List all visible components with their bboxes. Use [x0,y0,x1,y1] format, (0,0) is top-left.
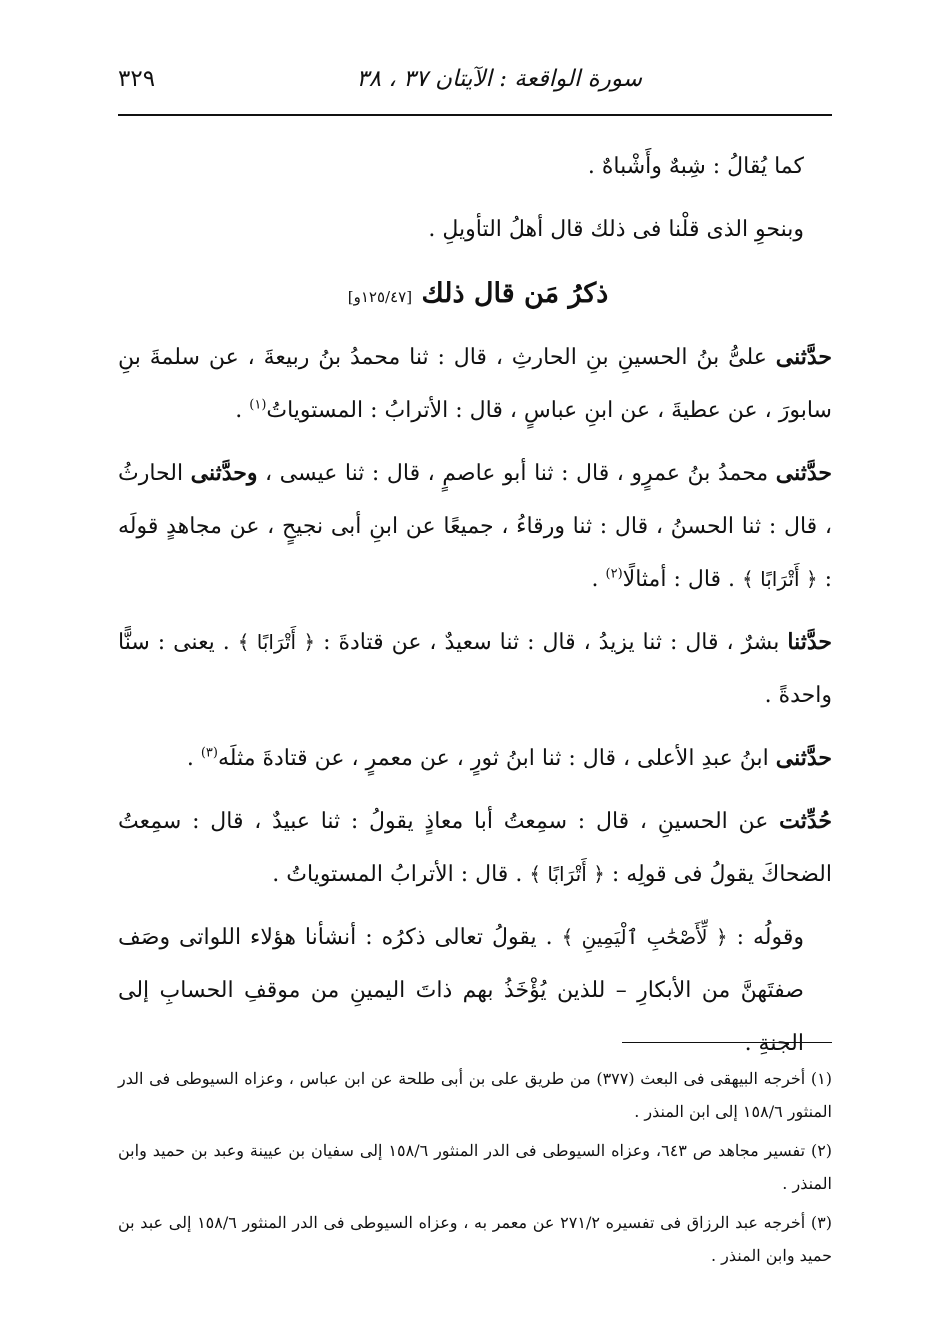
header-rule [118,114,832,116]
narration-lead-2: وحدَّثنى [190,460,258,486]
narration-end: . [235,398,250,423]
narration-text: الحارثُ ، قال : ثنا الحسنُ ، قال : ثنا ورقاءُ ، جميعًا عن ابنِ أبى نجيحٍ ، عن مجاهدٍ قولَه : [118,461,832,592]
quran-quote: ﴿ أَتْرَابًا ﴾ [529,862,605,886]
section-heading [118,266,832,325]
header-title: سورة الواقعة : الآيتان ٣٧ ، ٣٨ [356,66,642,92]
narration-lead: حدَّثنى [775,460,832,486]
narration-2 [118,447,832,606]
main-text [118,140,832,1080]
narration-text: . قال : أمثالًا [622,567,736,592]
narration-text: بشرٌ ، قال : ثنا يزيدُ ، قال : ثنا سعيدٌ ، عن قتادةَ : [323,630,780,655]
footnote-rule [622,1042,832,1043]
narration-text: . قال : الأترابُ المستوياتُ . [272,862,523,887]
commentary-text: وقولُه : [736,925,804,950]
footnote-2: (٢) تفسير مجاهد ص ٦٤٣، وعزاه السيوطى فى الدر المنثور ١٥٨/٦ إلى سفيان بن عيينة وعبد بن حميد وابن المنذر . [118,1141,833,1193]
footnote-marker: (٢) [605,566,623,582]
narration-end: . [186,746,201,771]
page-number: ٣٢٩ [118,66,156,92]
narration-lead: حدَّثنى [775,344,832,370]
manuscript-ref: [١٢٥/٤٧و] [347,288,413,306]
running-header [118,64,832,104]
paragraph-2: وبنحوِ الذى قلْنا فى ذلك قال أهلُ التأويلِ . [428,217,804,242]
quran-quote: ﴿ لِّأَصْحَٰبِ ٱلْيَمِينِ ﴾ [561,925,728,949]
footnote-3: (٣) أخرجه عبد الرزاق فى تفسيره ٢٧١/٢ عن معمر به ، وعزاه السيوطى فى الدر المنثور ١٥٨/٦ إلى عبد بن حميد وابن المنذر . [118,1213,833,1265]
narration-5 [118,795,832,901]
narration-3 [118,616,832,722]
narration-end: . [591,567,606,592]
quran-quote: ﴿ أَتْرَابًا ﴾ [742,567,818,591]
paragraph-1: كما يُقالُ : شِبهٌ وأَشْباهٌ . [587,154,804,179]
commentary-text: . يقولُ تعالى ذكرُه : أنشأنا هؤلاء اللواتى وصَف صفتَهنَّ من الأبكارِ – للذين يُؤْخَذُ بهم ذاتَ اليمينِ من موقفِ الحسابِ إلى الجنةِ . [118,925,804,1056]
narration-text: ابنُ عبدِ الأعلى ، قال : ثنا ابنُ ثورٍ ، عن معمرٍ ، عن قتادةَ مثلَه [217,746,769,771]
narration-text: . يعنى : سنًّا واحدةً . [118,630,832,708]
commentary [118,911,832,1070]
narration-1 [118,331,832,437]
narration-text: عن الحسينِ ، قال : سمِعتُ أبا معاذٍ يقولُ : ثنا عبيدٌ ، قال : سمِعتُ الضحاكَ يقولُ فى قولِه : [118,809,832,887]
heading-text: ذكرُ مَن قال ذلك [421,278,609,309]
footnote-marker: (١) [249,397,267,413]
narration-lead: حدَّثنى [775,745,832,771]
narration-text: محمدُ بنُ عمرٍو ، قال : ثنا أبو عاصمٍ ، قال : ثنا عيسى ، [265,461,769,486]
footnotes [118,1062,832,1278]
quran-quote: ﴿ أَتْرَابًا ﴾ [237,630,316,654]
narration-lead: حُدِّثت [779,808,832,834]
footnote-1: (١) أخرجه البيهقى فى البعث (٣٧٧) من طريق على بن أبى طلحة عن ابن عباس ، وعزاه السيوطى فى الدر المنثور ١٥٨/٦ إلى ابن المنذر . [118,1069,833,1121]
narration-lead: حدَّثنا [787,629,832,655]
narration-text: علىُّ بنُ الحسينِ بنِ الحارثِ ، قال : ثنا محمدُ بنُ ربيعةَ ، عن سلمةَ بنِ سابورَ ، عن عطيةَ ، عن ابنِ عباسٍ ، قال : الأترابُ : المستوياتُ [118,345,832,423]
narration-4 [118,732,832,785]
footnote-marker: (٣) [200,745,218,761]
